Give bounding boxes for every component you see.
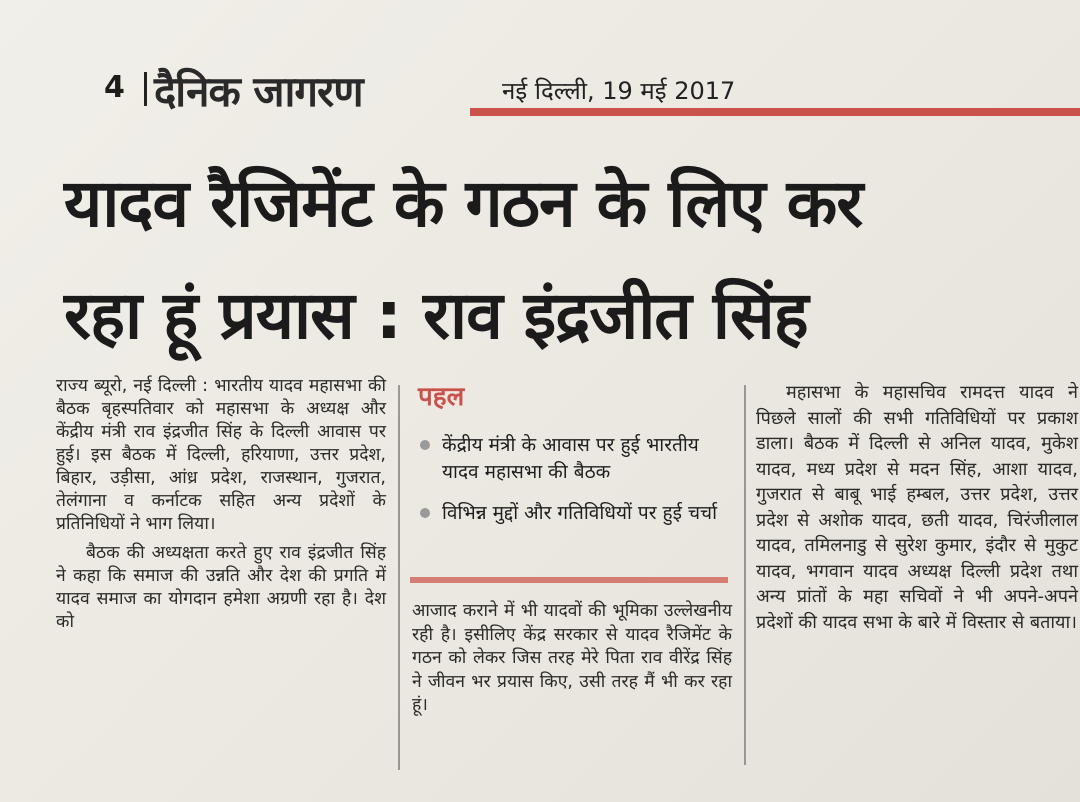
column1-paragraph-2: बैठक की अध्यक्षता करते हुए राव इंद्रजीत सिंह ने कहा कि समाज की उन्नति और देश की प्रगति में यादव समाज का योगदान हमेशा अग्रणी रहा है। देश को	[56, 543, 386, 632]
bullet-icon	[420, 440, 430, 450]
column2-text: आजाद कराने में भी यादवों की भूमिका उल्लेखनीय रही है। इसीलिए केंद्र सरकार से यादव रैजिमेंट के गठन को लेकर जिस तरह मेरे पिता राव वीरेंद्र सिंह ने जीवन भर प्रयास किए, उसी तरह मैं भी कर रहा हूं।	[412, 601, 732, 715]
article-column-1	[56, 375, 386, 634]
sidebar-bullet-item	[420, 500, 740, 527]
sidebar-label: पहल	[418, 382, 465, 412]
headline-line-1: यादव रैजिमेंट के गठन के लिए कर	[64, 165, 863, 242]
page-number: 4	[104, 70, 125, 105]
sidebar-bullets	[420, 432, 740, 541]
column-divider-2	[744, 385, 746, 765]
headline-line-2: रहा हूं प्रयास : राव इंद्रजीत सिंह	[64, 277, 808, 354]
article-column-3	[756, 380, 1078, 635]
sidebar-bullet-item	[420, 432, 740, 486]
column-divider-1	[398, 385, 400, 770]
sidebar-bottom-rule	[410, 577, 728, 583]
column3-text: महासभा के महासचिव रामदत्त यादव ने पिछले सालों की सभी गतिविधियों पर प्रकाश डाला। बैठक में दिल्ली से अनिल यादव, मुकेश यादव, मध्य प्रदेश से मदन सिंह, आशा यादव, गुजरात से बाबू भाई हम्बल, उत्तर प्रदेश, उत्तर प्रदेश से अशोक यादव, छती यादव, चिरंजीलाल यादव, तमिलनाडु से सुरेश कुमार, इंदौर से मुकुट यादव, भगवान यादव अध्यक्ष दिल्ली प्रदेश तथा अन्य प्रांतों के महा सचिवों ने भी अपने-अपने प्रदेशों की यादव सभा के बारे में विस्तार से बताया।	[756, 382, 1078, 633]
headline	[64, 148, 1064, 372]
bullet-icon	[420, 508, 430, 518]
masthead-red-rule	[470, 108, 1080, 116]
sidebar-bullet-text: केंद्रीय मंत्री के आवास पर हुई भारतीय यादव महासभा की बैठक	[442, 434, 699, 483]
column1-paragraph-1: राज्य ब्यूरो, नई दिल्ली : भारतीय यादव महासभा की बैठक बृहस्पतिवार को महासभा के अध्यक्ष और केंद्रीय मंत्री राव इंद्रजीत सिंह के दिल्ली आवास पर हुई। इस बैठक में दिल्ली, हरियाणा, उत्तर प्रदेश, बिहार, उड़ीसा, आंध्र प्रदेश, राजस्थान, गुजरात, तेलंगाना व कर्नाटक सहित अन्य प्रदेशों के प्रतिनिधियों ने भाग लिया।	[56, 376, 386, 534]
newspaper-name: दैनिक जागरण	[154, 67, 363, 116]
dateline: नई दिल्ली, 19 मई 2017	[502, 77, 736, 105]
masthead-divider	[144, 72, 147, 106]
sidebar-bullet-text: विभिन्न मुद्दों और गतिविधियों पर हुई चर्चा	[442, 502, 718, 524]
masthead	[104, 62, 1080, 122]
article-column-2	[412, 600, 732, 718]
